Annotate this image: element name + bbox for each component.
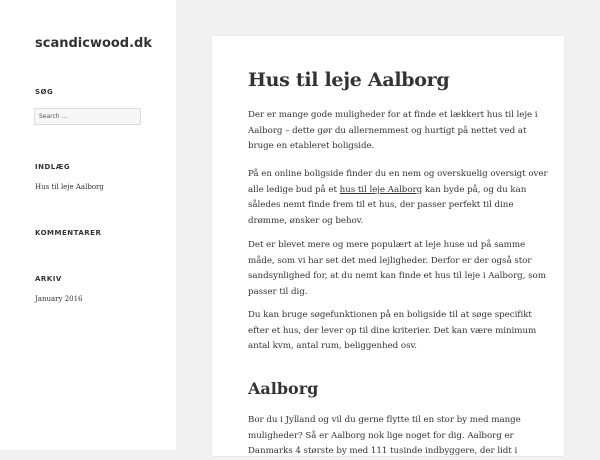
- archive-heading: ARKIV: [35, 275, 62, 283]
- inline-link-hus-til-leje[interactable]: hus til leje Aalborg: [339, 184, 423, 195]
- site-title[interactable]: scandicwood.dk: [35, 36, 153, 51]
- article-paragraph: Det er blevet mere og mere populært at leje huse ud på samme måde, som vi har set det med lejligheder. Derfor er der også stor sandsynlighed for, at du nemt kan finde et hus til leje i Aalborg, som passer til dig.: [248, 240, 546, 297]
- post-link[interactable]: Hus til leje Aalborg: [35, 183, 104, 191]
- paragraph-text: På en online boligside finder du en nem og overskuelig oversigt over alle ledige bud på et: [248, 169, 548, 195]
- article-paragraph: Der er mange gode muligheder for at finde et lækkert hus til leje i Aalborg – dette gør du allernemmest og hurtigt på nettet ved at bruge en etableret boligside.: [248, 110, 538, 151]
- sidebar: [0, 0, 176, 450]
- article-paragraph: [248, 167, 548, 229]
- article-paragraph: Bor du i Jylland og vil du gerne flytte til en stor by med mange muligheder? Så er Aalborg nok lige noget for dig. Aalborg er Danmarks 4 største by med 111 tusinde indbyggere, der lidt i: [248, 415, 521, 456]
- article-title: Hus til leje Aalborg: [248, 69, 450, 91]
- search-input[interactable]: [34, 108, 141, 125]
- article-paragraph: Du kan bruge søgefunktionen på en boligside til at søge specifikt efter et hus, der lever op til dine kriterier. Det kan være minimum antal kvm, antal rum, beliggenhed osv.: [248, 310, 537, 351]
- paragraph-text: kan byde på, og du kan således nemt finde frem til et hus, der passer perfekt til dine drømme, ønsker og behov.: [248, 184, 527, 226]
- posts-heading: INDLÆG: [35, 163, 71, 171]
- section-heading: Aalborg: [248, 379, 319, 398]
- archive-link[interactable]: January 2016: [35, 295, 83, 303]
- comments-heading: KOMMENTARER: [35, 229, 102, 237]
- article: [212, 36, 564, 456]
- search-heading: SØG: [35, 88, 54, 96]
